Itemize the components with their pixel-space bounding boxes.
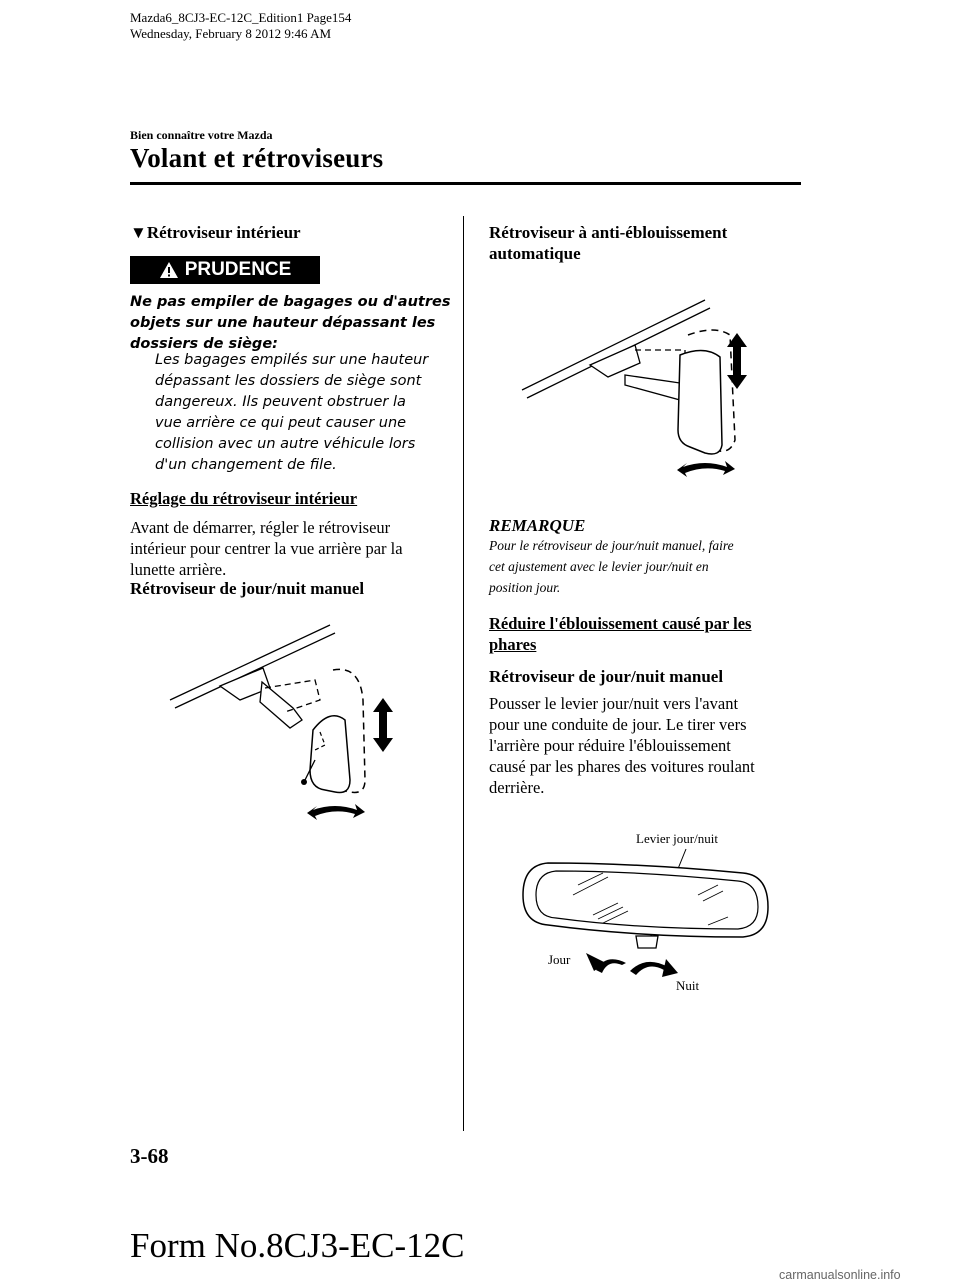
manual-mirror-heading-right: Rétroviseur de jour/nuit manuel [489, 667, 724, 686]
day-label: Jour [548, 952, 571, 967]
caution-lead [130, 292, 460, 355]
note-body-line: position jour. [489, 580, 561, 595]
caution-body-line: vue arrière ce qui peut causer une [155, 415, 407, 431]
note-body [489, 535, 799, 598]
auto-mirror-heading [489, 222, 799, 264]
auto-mirror-illustration [520, 295, 750, 485]
caution-body-line: Les bagages empilés sur une hauteur [155, 352, 429, 368]
manual-body-line: pour une conduite de jour. Le tirer vers [489, 715, 747, 734]
caution-body-line: dépassant les dossiers de siège sont [155, 373, 422, 389]
note-body-line: Pour le rétroviseur de jour/nuit manuel, faire [489, 538, 734, 553]
night-label: Nuit [676, 978, 700, 993]
glare-heading-line: phares [489, 635, 537, 654]
glare-heading-line: Réduire l'éblouissement causé par les [489, 614, 752, 633]
caution-badge [130, 256, 320, 284]
file-header [130, 10, 351, 42]
glare-heading [489, 613, 799, 655]
lever-label: Levier jour/nuit [636, 831, 718, 846]
note-body-line: cet ajustement avec le levier jour/nuit en [489, 559, 709, 574]
day-night-lever-illustration [518, 825, 778, 1000]
section-heading [130, 222, 301, 243]
page-number: 3-68 [130, 1144, 169, 1168]
form-number: Form No.8CJ3-EC-12C [130, 1226, 465, 1265]
breadcrumb: Bien connaître votre Mazda [130, 128, 273, 142]
file-date-line: Wednesday, February 8 2012 9:46 AM [130, 26, 332, 41]
caution-lead-line: dossiers de siège: [130, 336, 278, 352]
section-title: Rétroviseur intérieur [146, 223, 301, 242]
auto-mirror-heading-line: Rétroviseur à anti-éblouissement [489, 223, 728, 242]
adjust-body-line: intérieur pour centrer la vue arrière par la [130, 539, 403, 558]
caution-body-line: d'un changement de file. [155, 457, 337, 473]
auto-mirror-heading-line: automatique [489, 244, 581, 263]
caution-lead-line: objets sur une hauteur dépassant les [130, 315, 436, 331]
watermark: carmanualsonline.info [779, 1268, 901, 1282]
adjust-body [130, 517, 460, 580]
warning-icon [159, 261, 179, 279]
title-rule [130, 182, 801, 185]
manual-mirror-heading-left: Rétroviseur de jour/nuit manuel [130, 579, 365, 598]
caution-body [155, 350, 455, 476]
caution-lead-line: Ne pas empiler de bagages ou d'autres [130, 294, 451, 310]
adjust-body-line: lunette arrière. [130, 560, 227, 579]
file-name-line: Mazda6_8CJ3-EC-12C_Edition1 Page154 [130, 10, 352, 25]
caution-label: PRUDENCE [184, 259, 292, 280]
manual-mirror-body [489, 693, 799, 798]
caution-body-line: dangereux. Ils peuvent obstruer la [155, 394, 406, 410]
manual-body-line: derrière. [489, 778, 545, 797]
manual-body-line: Pousser le levier jour/nuit vers l'avant [489, 694, 739, 713]
note-heading: REMARQUE [489, 516, 586, 535]
manual-body-line: causé par les phares des voitures roulant [489, 757, 755, 776]
adjust-heading: Réglage du rétroviseur intérieur [130, 489, 358, 508]
column-divider [463, 216, 464, 1131]
adjust-body-line: Avant de démarrer, régler le rétroviseur [130, 518, 391, 537]
triangle-down-icon: ▼ [130, 223, 147, 242]
page-title: Volant et rétroviseurs [130, 143, 384, 173]
manual-body-line: l'arrière pour réduire l'éblouissement [489, 736, 731, 755]
manual-mirror-illustration [165, 620, 415, 825]
caution-body-line: collision avec un autre véhicule lors [155, 436, 416, 452]
